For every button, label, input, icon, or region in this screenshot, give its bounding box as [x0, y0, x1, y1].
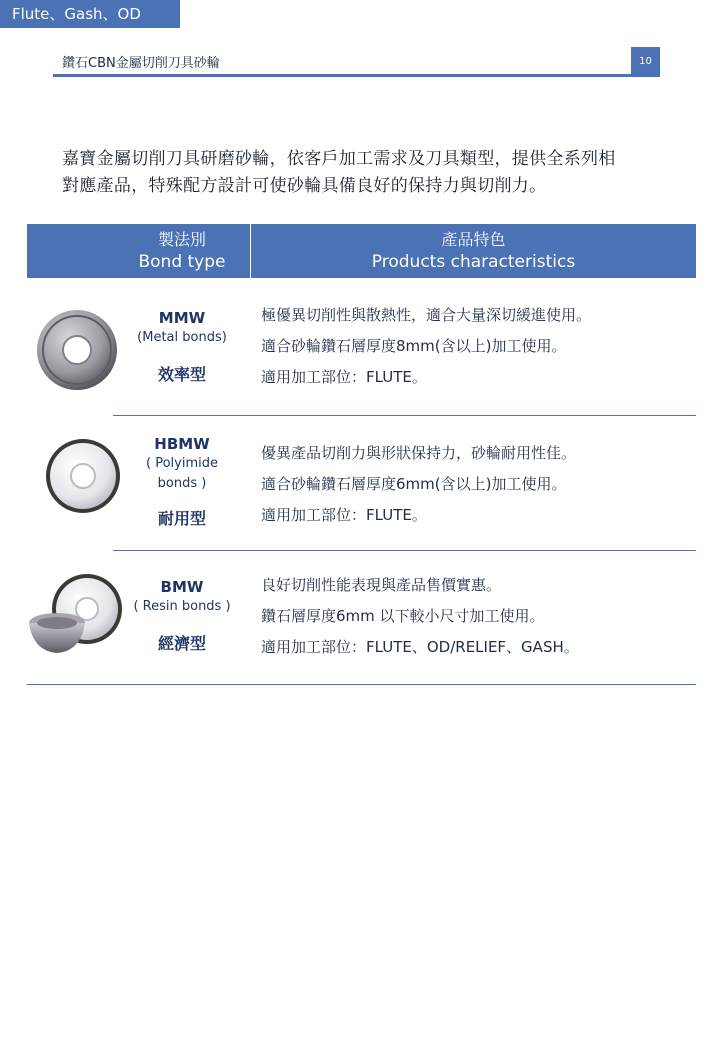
bond-subtitle-hbmw-2: bonds )	[157, 476, 207, 491]
column-header-bond-zh: 製法別	[157, 230, 206, 249]
characteristic-mmw-3: 適用加工部位：FLUTE。	[261, 368, 427, 386]
characteristic-hbmw-1: 優異產品切削力與形狀保持力，砂輪耐用性佳。	[261, 444, 577, 462]
characteristic-hbmw-2: 適合砂輪鑽石層厚度6mm(含以上)加工使用。	[261, 475, 567, 493]
metal-bond-wheel-image	[35, 308, 119, 392]
table-bottom-rule	[27, 684, 696, 685]
resin-bond-wheel-image	[27, 571, 127, 661]
bond-category-bmw: 經濟型	[157, 634, 206, 653]
bond-subtitle-bmw: ( Resin bonds )	[133, 599, 231, 614]
table-header	[27, 224, 696, 278]
characteristic-mmw-2: 適合砂輪鑽石層厚度8mm(含以上)加工使用。	[261, 337, 567, 355]
bond-category-mmw: 效率型	[157, 365, 206, 384]
table-row-mmw	[27, 300, 696, 410]
bond-subtitle-hbmw-1: ( Polyimide	[146, 456, 218, 471]
bond-name-bmw: BMW	[160, 578, 204, 596]
intro-paragraph	[62, 146, 682, 200]
column-header-characteristics	[251, 224, 696, 278]
bond-name-mmw: MMW	[158, 309, 206, 327]
characteristic-bmw-2: 鑽石層厚度6mm 以下較小尺寸加工使用。	[261, 607, 545, 625]
characteristic-hbmw-3: 適用加工部位：FLUTE。	[261, 506, 427, 524]
characteristic-bmw-3: 適用加工部位：FLUTE、OD/RELIEF、GASH。	[261, 638, 579, 656]
page-title: 鑽石CBN金屬切削刀具砂輪	[62, 56, 220, 71]
polyimide-bond-wheel-image	[43, 436, 123, 516]
bond-name-hbmw: HBMW	[154, 435, 210, 453]
characteristic-mmw-1: 極優異切削性與散熱性，適合大量深切緩進使用。	[261, 306, 592, 324]
column-header-bond-type	[114, 224, 251, 278]
bond-subtitle-mmw: (Metal bonds)	[137, 330, 227, 345]
row-divider	[113, 415, 696, 416]
characteristic-bmw-1: 良好切削性能表現與產品售價實惠。	[261, 576, 502, 594]
column-header-char-en: Products characteristics	[371, 252, 576, 272]
table-row-bmw	[27, 565, 696, 680]
page-number-badge: 10	[631, 47, 660, 77]
intro-line-1: 嘉寶金屬切削刀具研磨砂輪，依客戶加工需求及刀具類型，提供全系列相	[62, 149, 616, 169]
table-row-hbmw	[27, 428, 696, 543]
intro-line-2: 對應產品，特殊配方設計可使砂輪具備良好的保持力與切削力。	[62, 176, 547, 196]
section-tab: Flute、Gash、OD	[0, 0, 180, 28]
column-header-char-zh: 產品特色	[441, 230, 506, 249]
row-divider	[113, 550, 696, 551]
bond-category-hbmw: 耐用型	[157, 509, 206, 528]
column-header-bond-en: Bond type	[138, 252, 226, 272]
header-rule	[53, 74, 660, 77]
